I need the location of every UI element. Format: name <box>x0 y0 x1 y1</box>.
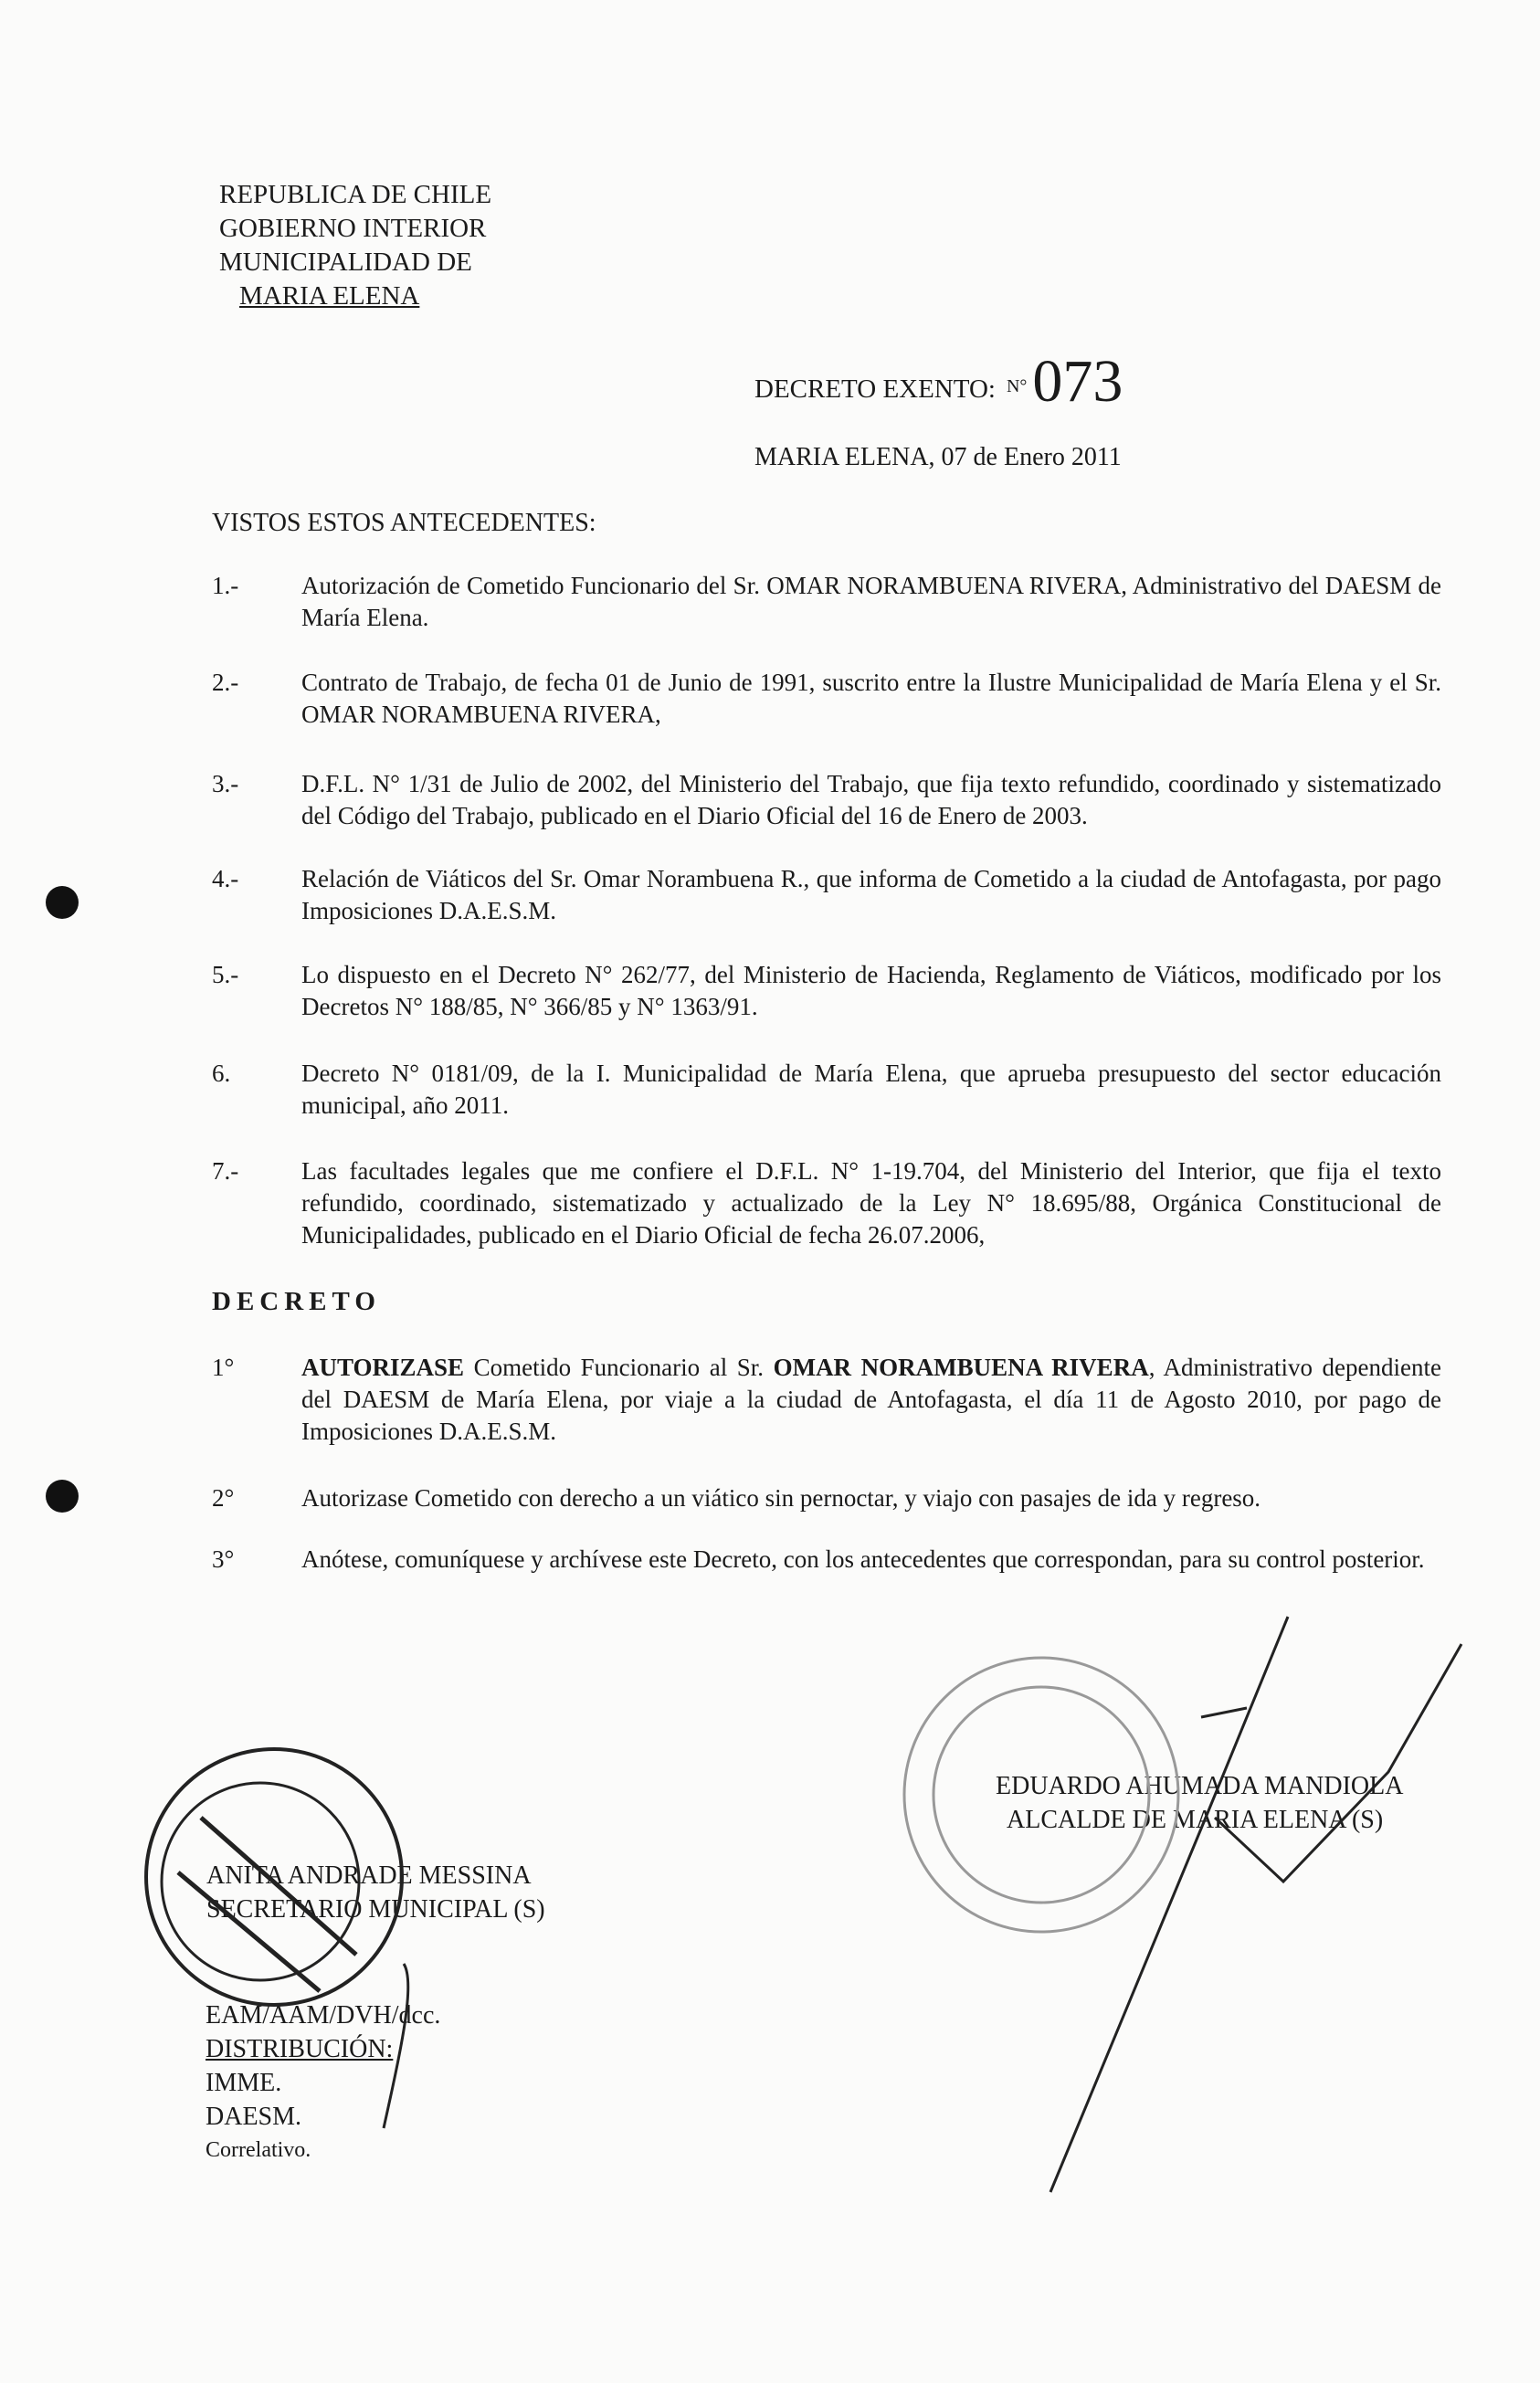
letterhead-line: GOBIERNO INTERIOR <box>219 214 487 243</box>
text: , Administrativo dependiente del DAESM de María Elena, por viaje a la ciudad de Antofagasta, el día 11 de Agosto 2010, por pago de Imposiciones D.A.E.S.M. <box>301 1354 1441 1445</box>
vistos-heading: VISTOS ESTOS ANTECEDENTES: <box>212 509 596 537</box>
text: Cometido Funcionario al Sr. <box>464 1354 774 1381</box>
municipal-secretary-stamp <box>146 1749 402 2005</box>
bold-text: AUTORIZASE <box>301 1354 465 1381</box>
letterhead-line: REPUBLICA DE CHILE <box>219 180 492 209</box>
item-text: Autorizase Cometido con derecho a un viático sin pernoctar, y viajo con pasajes de ida y regreso. <box>301 1484 1261 1512</box>
bold-text: OMAR NORAMBUENA RIVERA <box>773 1354 1149 1381</box>
item-number: 5.- <box>212 961 239 988</box>
letterhead-line: MARIA ELENA <box>239 281 420 311</box>
mayor-name: EDUARDO AHUMADA MANDIOLA <box>996 1772 1404 1800</box>
initials: EAM/AAM/DVH/dcc. <box>206 2001 441 2030</box>
distribution-heading: DISTRIBUCIÓN: <box>206 2035 394 2063</box>
item-number: 2.- <box>212 669 239 696</box>
item-number: 1° <box>212 1354 235 1381</box>
letterhead-line: MUNICIPALIDAD DE <box>219 248 472 277</box>
item-text: Decreto N° 0181/09, de la I. Municipalidad de María Elena, que aprueba presupuesto del sector educación municipal, año 2011. <box>301 1060 1441 1119</box>
item-text: D.F.L. N° 1/31 de Julio de 2002, del Ministerio del Trabajo, que fija texto refundido, coordinado y sistematizado del Código del Trabajo, publicado en el Diario Oficial del 16 de Enero de 2003. <box>301 770 1441 829</box>
place-date: MARIA ELENA, 07 de Enero 2011 <box>754 443 1122 471</box>
decree-label: DECRETO EXENTO: <box>754 374 996 404</box>
item-text: Relación de Viáticos del Sr. Omar Norambuena R., que informa de Cometido a la ciudad de Antofagasta, por pago Imposiciones D.A.E.S.M. <box>301 865 1441 924</box>
mayor-title: ALCALDE DE MARIA ELENA (S) <box>1007 1806 1384 1834</box>
item-number: 4.- <box>212 865 239 892</box>
item-number: 3° <box>212 1545 235 1573</box>
mayor-signature <box>1050 1617 1461 2192</box>
item-text: Lo dispuesto en el Decreto N° 262/77, del Ministerio de Hacienda, Reglamento de Viáticos, modificado por los Decretos N° 188/85, N° 366/85 y N° 1363/91. <box>301 961 1441 1020</box>
decree-number-value: 073 <box>1032 348 1123 415</box>
number-prefix: N° <box>1006 376 1028 396</box>
item-text: Contrato de Trabajo, de fecha 01 de Junio de 1991, suscrito entre la Ilustre Municipalidad de María Elena y el Sr. OMAR NORAMBUENA RIVERA, <box>301 669 1441 728</box>
item-number: 7.- <box>212 1157 239 1185</box>
item-text: Autorización de Cometido Funcionario del Sr. OMAR NORAMBUENA RIVERA, Administrativo del DAESM de María Elena. <box>301 572 1441 631</box>
item-text: Anótese, comuníquese y archívese este Decreto, con los antecedentes que correspondan, para su control posterior. <box>301 1545 1425 1573</box>
distribution-item: DAESM. <box>206 2103 302 2131</box>
item-number: 6. <box>212 1060 231 1087</box>
secretary-name: ANITA ANDRADE MESSINA <box>206 1861 532 1890</box>
item-number: 3.- <box>212 770 239 797</box>
item-number: 1.- <box>212 572 239 599</box>
distribution-item: IMME. <box>206 2069 282 2097</box>
distribution-item: Correlativo. <box>206 2138 311 2162</box>
mayor-stamp <box>904 1658 1178 1932</box>
decreto-heading: DECRETO <box>212 1287 381 1316</box>
item-number: 2° <box>212 1484 235 1512</box>
secretary-title: SECRETARIO MUNICIPAL (S) <box>206 1895 545 1924</box>
item-text: Las facultades legales que me confiere el D.F.L. N° 1-19.704, del Ministerio del Interior, que fija el texto refundido, coordinado, sistematizado y actualizado de la Ley N° 18.695/88, Orgánica Constitucional de Municipalidades, publicado en el Diario Oficial de fecha 26.07.2006, <box>301 1157 1441 1249</box>
secretary-signature <box>384 1964 408 2128</box>
